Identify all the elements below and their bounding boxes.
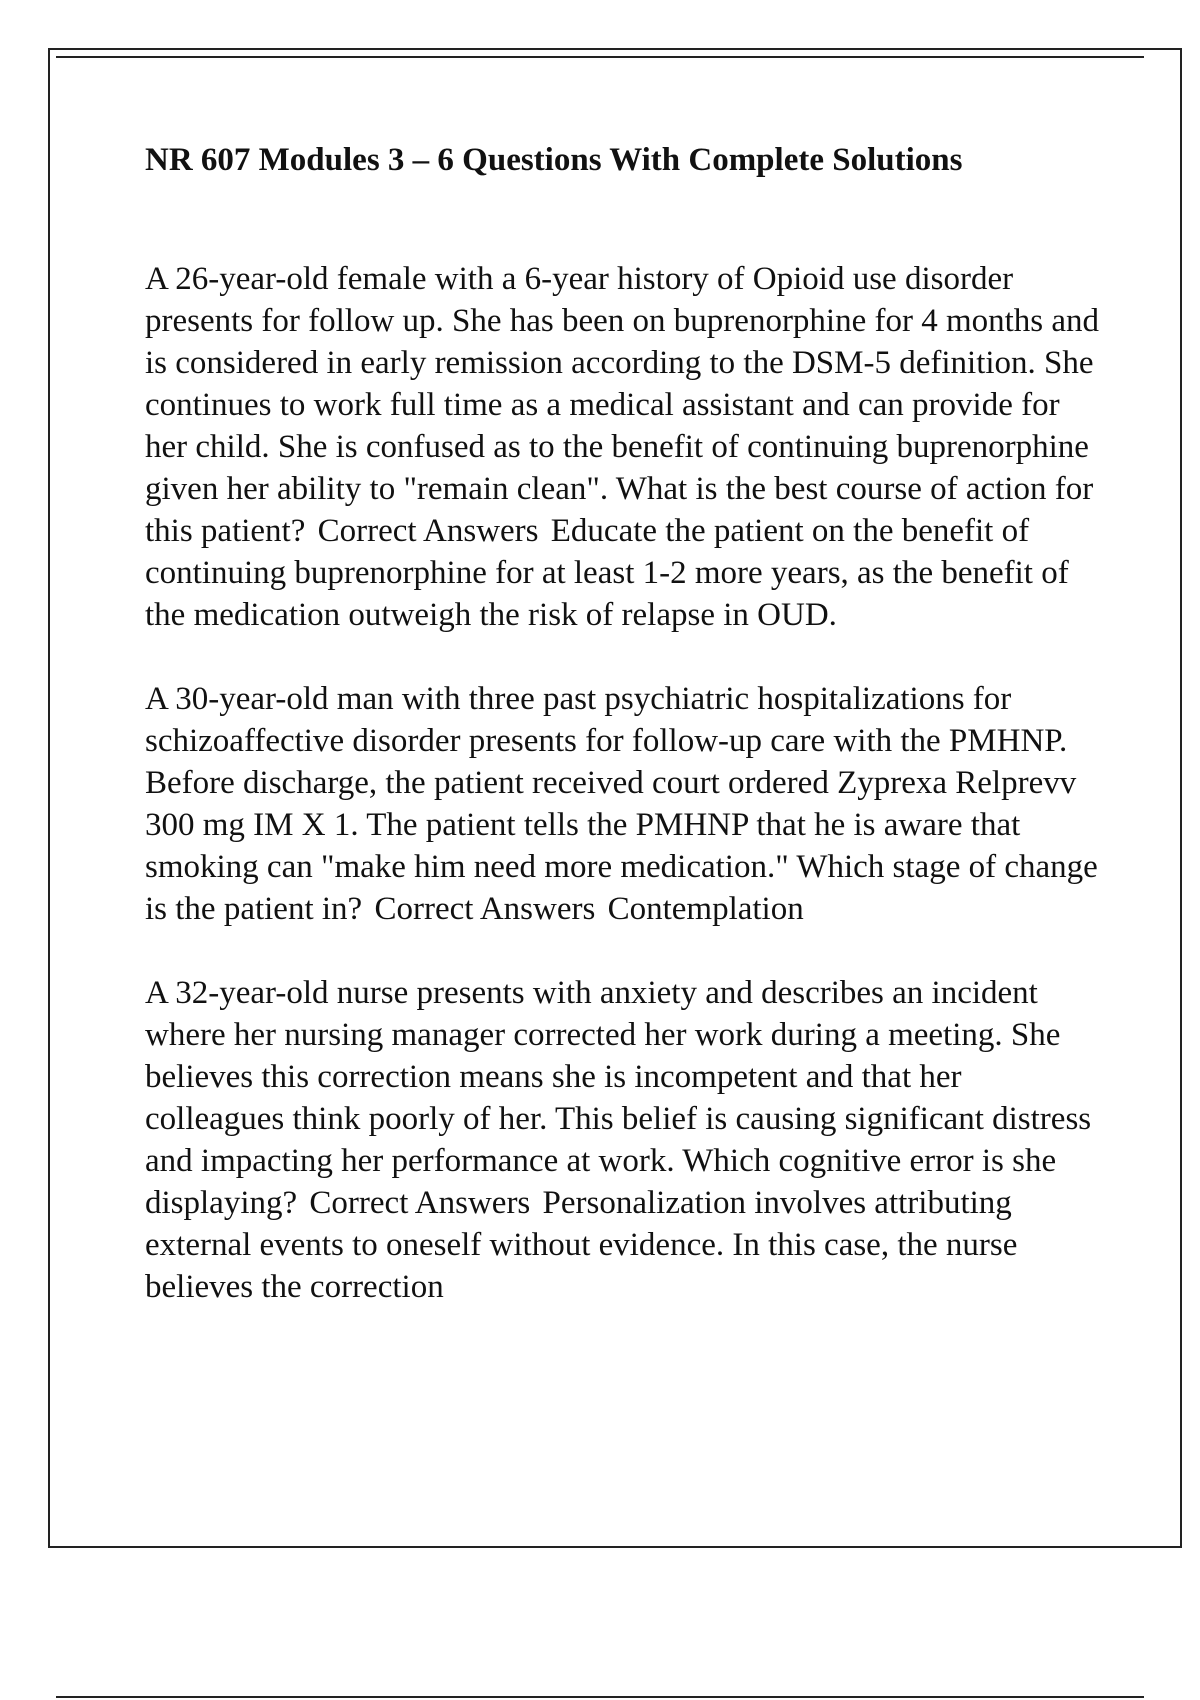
document-title: NR 607 Modules 3 – 6 Questions With Complete Solutions <box>145 142 963 178</box>
answer-text: Personalization involves attributing external events to oneself without evidence. In this case, the nurse believes the correction <box>145 1185 1018 1305</box>
qa-item <box>145 258 1100 636</box>
question-text: A 32-year-old nurse presents with anxiety and describes an incident where her nursing manager corrected her work during a meeting. She believes this correction means she is incompetent and that her colleagues think poorly of her. This belief is causing significant distress and impacting her performance at work. Which cognitive error is she displaying? <box>145 975 1092 1221</box>
header-rule <box>56 56 1144 58</box>
qa-item <box>145 678 1100 930</box>
answer-text: Contemplation <box>607 891 804 927</box>
question-text: A 26-year-old female with a 6-year history of Opioid use disorder presents for follow up. She has been on buprenorphine for 4 months and is considered in early remission according to the DSM-5 definition. She continues to work full time as a medical assistant and can provide for her child. She is confused as to the benefit of continuing buprenorphine given her ability to "remain clean". What is the best course of action for this patient? <box>145 261 1100 549</box>
question-text: A 30-year-old man with three past psychiatric hospitalizations for schizoaffective disorder presents for follow-up care with the PMHNP. Before discharge, the patient received court ordered Zyprexa Relprevv 300 mg IM X 1. The patient tells the PMHNP that he is aware that smoking can "make him need more medication." Which stage of change is the patient in? <box>145 681 1098 927</box>
answer-label: Correct Answers <box>374 891 596 927</box>
document-body <box>145 140 1100 1350</box>
footer-rule <box>56 1696 1144 1698</box>
answer-label: Correct Answers <box>309 1185 531 1221</box>
answer-text: Educate the patient on the benefit of continuing buprenorphine for at least 1-2 more years, as the benefit of the medication outweigh the risk of relapse in OUD. <box>145 513 1069 633</box>
qa-item <box>145 972 1100 1308</box>
answer-label: Correct Answers <box>317 513 539 549</box>
